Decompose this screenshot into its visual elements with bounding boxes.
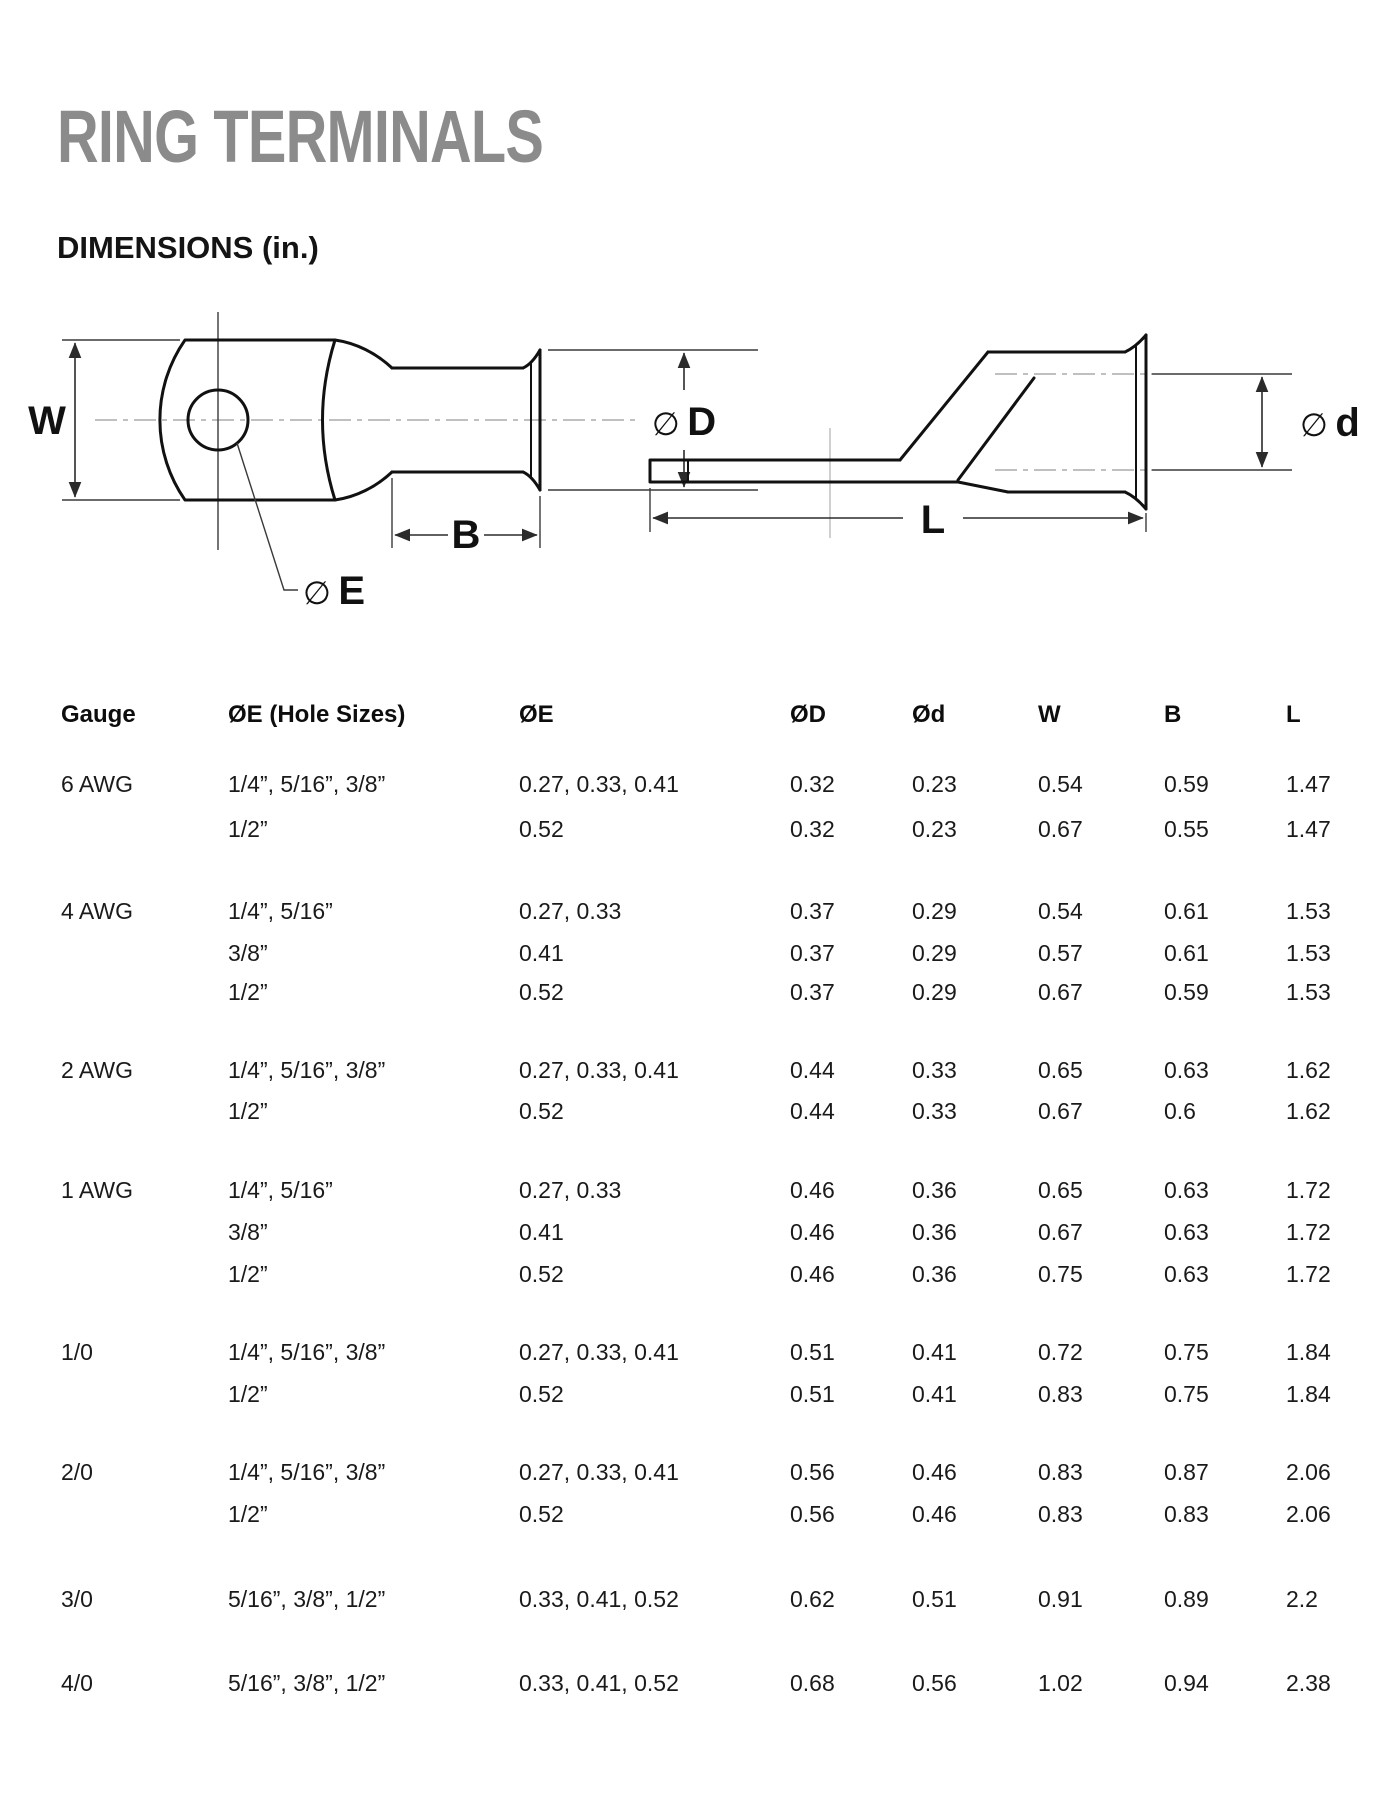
- cell-od-lower: 0.29: [912, 979, 957, 1005]
- cell-od-lower: 0.36: [912, 1219, 957, 1245]
- cell-w: 0.67: [1038, 1219, 1083, 1245]
- table-row: [0, 816, 1400, 846]
- cell-hole-sizes: 1/4”, 5/16”: [228, 1177, 333, 1203]
- cell-w: 0.54: [1038, 771, 1083, 797]
- cell-l: 1.53: [1286, 940, 1331, 966]
- section-title: DIMENSIONS (in.): [57, 230, 319, 265]
- cell-od: 0.51: [790, 1381, 835, 1407]
- cell-l: 1.47: [1286, 816, 1331, 842]
- cell-od: 0.56: [790, 1459, 835, 1485]
- label-B: B: [451, 513, 481, 557]
- cell-od: 0.62: [790, 1586, 835, 1612]
- cell-oe: 0.27, 0.33: [519, 1177, 622, 1203]
- table-row: [0, 1177, 1400, 1207]
- cell-od: 0.44: [790, 1057, 835, 1083]
- cell-oe: 0.27, 0.33, 0.41: [519, 1057, 679, 1083]
- cell-hole-sizes: 5/16”, 3/8”, 1/2”: [228, 1586, 386, 1612]
- cell-hole-sizes: 1/4”, 5/16”, 3/8”: [228, 771, 386, 797]
- cell-od: 0.32: [790, 816, 835, 842]
- cell-oe: 0.41: [519, 940, 564, 966]
- label-d: d: [1335, 401, 1360, 445]
- column-header-b: B: [1164, 701, 1182, 728]
- cell-hole-sizes: 1/2”: [228, 979, 268, 1005]
- diameter-symbol: ∅: [651, 406, 680, 442]
- cell-l: 1.62: [1286, 1057, 1331, 1083]
- cell-hole-sizes: 1/2”: [228, 1098, 268, 1124]
- diameter-symbol: ∅: [303, 575, 331, 611]
- cell-oe: 0.33, 0.41, 0.52: [519, 1586, 679, 1612]
- cell-l: 1.53: [1286, 979, 1331, 1005]
- cell-w: 0.65: [1038, 1177, 1083, 1203]
- cell-od-lower: 0.23: [912, 771, 957, 797]
- cell-b: 0.61: [1164, 940, 1209, 966]
- cell-od: 0.37: [790, 898, 835, 924]
- page-title: RING TERMINALS: [57, 95, 544, 178]
- cell-hole-sizes: 1/4”, 5/16”, 3/8”: [228, 1459, 386, 1485]
- label-L: L: [920, 498, 946, 542]
- cell-od-lower: 0.56: [912, 1670, 957, 1696]
- cell-od: 0.46: [790, 1261, 835, 1287]
- table-row: [0, 1057, 1400, 1087]
- cell-b: 0.83: [1164, 1501, 1209, 1527]
- cell-b: 0.75: [1164, 1381, 1209, 1407]
- cell-l: 2.38: [1286, 1670, 1331, 1696]
- cell-od: 0.56: [790, 1501, 835, 1527]
- cell-hole-sizes: 1/2”: [228, 1261, 268, 1287]
- table-row: [0, 940, 1400, 970]
- cell-hole-sizes: 1/4”, 5/16”, 3/8”: [228, 1339, 386, 1365]
- cell-od-lower: 0.41: [912, 1339, 957, 1365]
- cell-oe: 0.52: [519, 1261, 564, 1287]
- cell-oe: 0.27, 0.33, 0.41: [519, 1339, 679, 1365]
- cell-od-lower: 0.46: [912, 1459, 957, 1485]
- cell-w: 0.67: [1038, 979, 1083, 1005]
- cell-w: 0.65: [1038, 1057, 1083, 1083]
- table-row: [0, 1501, 1400, 1531]
- cell-l: 1.84: [1286, 1381, 1331, 1407]
- cell-hole-sizes: 1/4”, 5/16”, 3/8”: [228, 1057, 386, 1083]
- cell-w: 0.75: [1038, 1261, 1083, 1287]
- cell-b: 0.75: [1164, 1339, 1209, 1365]
- cell-l: 1.47: [1286, 771, 1331, 797]
- cell-od: 0.51: [790, 1339, 835, 1365]
- label-D: D: [687, 400, 717, 444]
- cell-b: 0.6: [1164, 1098, 1196, 1124]
- cell-od-lower: 0.23: [912, 816, 957, 842]
- cell-oe: 0.52: [519, 816, 564, 842]
- cell-oe: 0.27, 0.33, 0.41: [519, 1459, 679, 1485]
- cell-l: 2.06: [1286, 1459, 1331, 1485]
- cell-gauge: 1 AWG: [61, 1177, 133, 1203]
- cell-l: 2.06: [1286, 1501, 1331, 1527]
- cell-od: 0.37: [790, 979, 835, 1005]
- cell-hole-sizes: 3/8”: [228, 1219, 268, 1245]
- table-row: [0, 1586, 1400, 1616]
- cell-l: 1.72: [1286, 1219, 1331, 1245]
- cell-l: 1.84: [1286, 1339, 1331, 1365]
- cell-gauge: 6 AWG: [61, 771, 133, 797]
- table-row: [0, 771, 1400, 801]
- cell-od: 0.46: [790, 1219, 835, 1245]
- cell-hole-sizes: 1/2”: [228, 1501, 268, 1527]
- cell-od-lower: 0.36: [912, 1177, 957, 1203]
- table-row: [0, 1339, 1400, 1369]
- cell-l: 1.72: [1286, 1177, 1331, 1203]
- table-row: [0, 1261, 1400, 1291]
- cell-w: 0.67: [1038, 816, 1083, 842]
- cell-b: 0.63: [1164, 1219, 1209, 1245]
- cell-l: 1.72: [1286, 1261, 1331, 1287]
- cell-od: 0.32: [790, 771, 835, 797]
- cell-b: 0.63: [1164, 1261, 1209, 1287]
- cell-od-lower: 0.51: [912, 1586, 957, 1612]
- cell-w: 0.83: [1038, 1459, 1083, 1485]
- cell-gauge: 4 AWG: [61, 898, 133, 924]
- cell-gauge: 1/0: [61, 1339, 93, 1365]
- column-header-od: ØD: [790, 701, 826, 728]
- cell-w: 0.72: [1038, 1339, 1083, 1365]
- table-row: [0, 1219, 1400, 1249]
- column-header-oe: ØE: [519, 701, 554, 728]
- column-header-gauge: Gauge: [61, 701, 136, 728]
- column-header-l: L: [1286, 701, 1301, 728]
- cell-gauge: 2/0: [61, 1459, 93, 1485]
- cell-gauge: 2 AWG: [61, 1057, 133, 1083]
- table-row: [0, 979, 1400, 1009]
- cell-b: 0.87: [1164, 1459, 1209, 1485]
- table-header-row: [0, 701, 1400, 731]
- cell-b: 0.94: [1164, 1670, 1209, 1696]
- cell-od-lower: 0.41: [912, 1381, 957, 1407]
- cell-l: 2.2: [1286, 1586, 1318, 1612]
- cell-od-lower: 0.46: [912, 1501, 957, 1527]
- cell-b: 0.61: [1164, 898, 1209, 924]
- cell-od-lower: 0.33: [912, 1098, 957, 1124]
- cell-od: 0.46: [790, 1177, 835, 1203]
- cell-b: 0.55: [1164, 816, 1209, 842]
- cell-w: 0.54: [1038, 898, 1083, 924]
- cell-w: 0.83: [1038, 1381, 1083, 1407]
- cell-l: 1.62: [1286, 1098, 1331, 1124]
- diameter-symbol: ∅: [1300, 407, 1328, 443]
- table-row: [0, 1381, 1400, 1411]
- column-header-w: W: [1038, 701, 1061, 728]
- cell-w: 0.67: [1038, 1098, 1083, 1124]
- cell-b: 0.63: [1164, 1057, 1209, 1083]
- cell-oe: 0.27, 0.33: [519, 898, 622, 924]
- cell-od: 0.68: [790, 1670, 835, 1696]
- label-E: E: [338, 569, 366, 613]
- cell-hole-sizes: 1/2”: [228, 1381, 268, 1407]
- cell-l: 1.53: [1286, 898, 1331, 924]
- cell-oe: 0.52: [519, 1381, 564, 1407]
- cell-od-lower: 0.29: [912, 898, 957, 924]
- cell-b: 0.59: [1164, 771, 1209, 797]
- cell-oe: 0.52: [519, 979, 564, 1005]
- cell-gauge: 4/0: [61, 1670, 93, 1696]
- cell-hole-sizes: 3/8”: [228, 940, 268, 966]
- cell-w: 0.57: [1038, 940, 1083, 966]
- table-row: [0, 1459, 1400, 1489]
- cell-od-lower: 0.36: [912, 1261, 957, 1287]
- table-row: [0, 1670, 1400, 1700]
- cell-oe: 0.33, 0.41, 0.52: [519, 1670, 679, 1696]
- cell-oe: 0.41: [519, 1219, 564, 1245]
- table-row: [0, 898, 1400, 928]
- cell-b: 0.63: [1164, 1177, 1209, 1203]
- cell-hole-sizes: 1/2”: [228, 816, 268, 842]
- cell-od: 0.44: [790, 1098, 835, 1124]
- cell-oe: 0.52: [519, 1501, 564, 1527]
- label-W: W: [28, 399, 66, 443]
- cell-oe: 0.27, 0.33, 0.41: [519, 771, 679, 797]
- cell-oe: 0.52: [519, 1098, 564, 1124]
- cell-w: 1.02: [1038, 1670, 1083, 1696]
- cell-od: 0.37: [790, 940, 835, 966]
- cell-hole-sizes: 5/16”, 3/8”, 1/2”: [228, 1670, 386, 1696]
- cell-b: 0.59: [1164, 979, 1209, 1005]
- table-row: [0, 1098, 1400, 1128]
- cell-b: 0.89: [1164, 1586, 1209, 1612]
- cell-od-lower: 0.33: [912, 1057, 957, 1083]
- cell-od-lower: 0.29: [912, 940, 957, 966]
- column-header-hole-sizes: ØE (Hole Sizes): [228, 701, 406, 728]
- cell-w: 0.91: [1038, 1586, 1083, 1612]
- cell-w: 0.83: [1038, 1501, 1083, 1527]
- cell-gauge: 3/0: [61, 1586, 93, 1612]
- cell-hole-sizes: 1/4”, 5/16”: [228, 898, 333, 924]
- column-header-od-lower: Ød: [912, 701, 946, 728]
